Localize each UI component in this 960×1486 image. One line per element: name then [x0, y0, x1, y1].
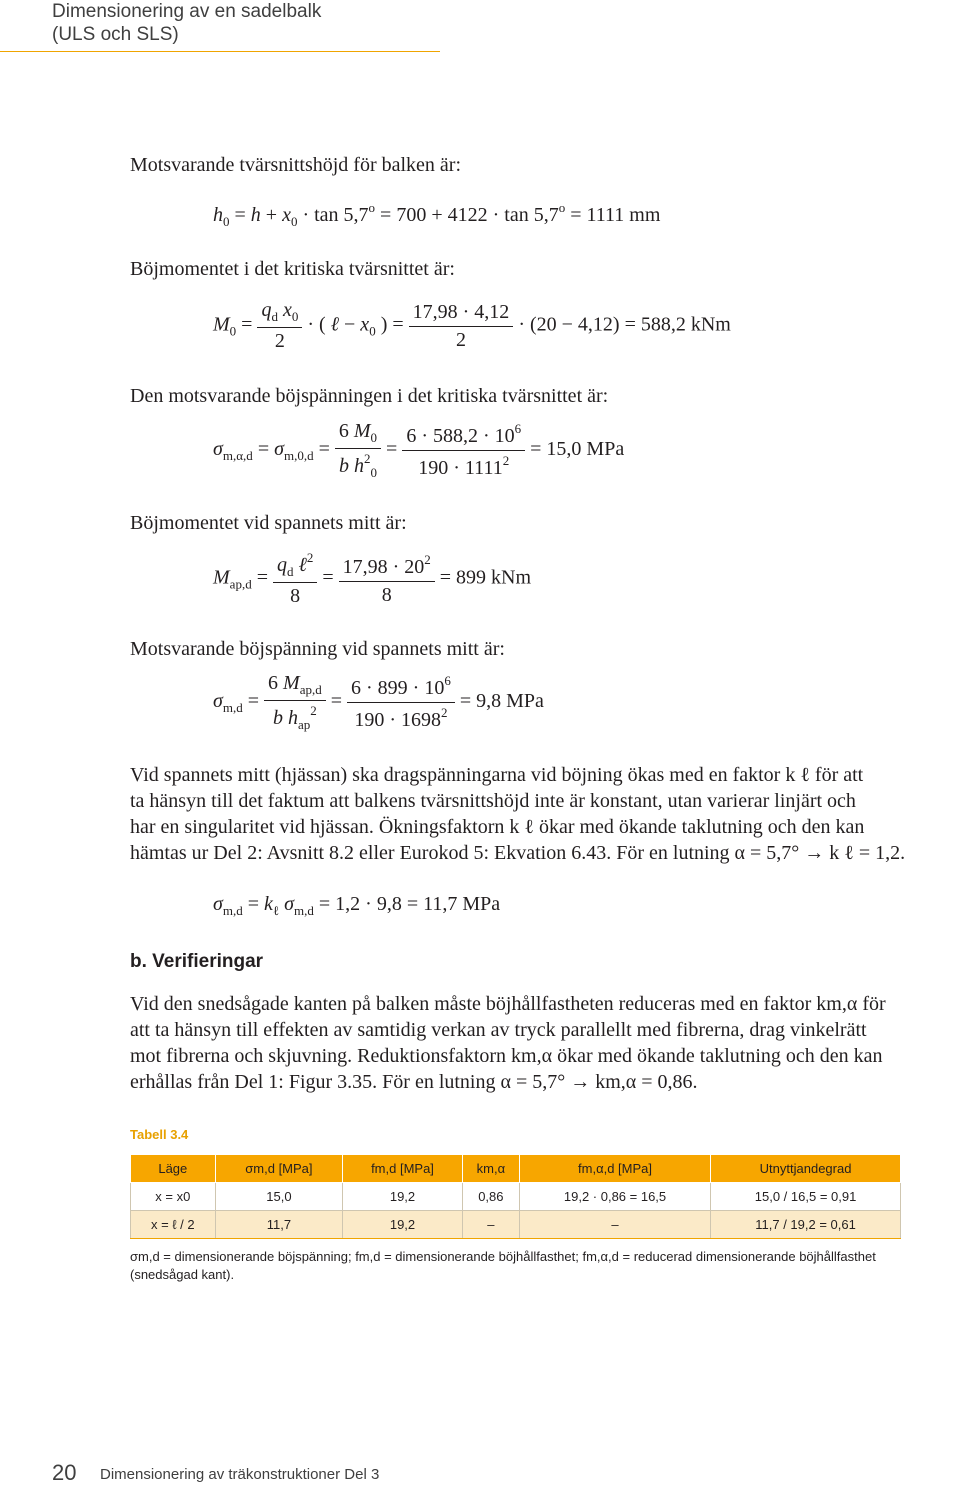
section-heading: b. Verifieringar	[130, 951, 264, 972]
para-moment-critical: Böjmomentet i det kritiska tvärsnittet är:	[130, 258, 455, 280]
equation-sigma-md-increased: $\sigma_{m,d} = k_\ell$ $\sigma_{m,d} = 1,2 \cdot 9,8 = 11,7$ MPa	[213, 893, 501, 918]
table-cell: 11,7	[215, 1211, 343, 1239]
header-line-2: (ULS och SLS)	[52, 24, 179, 45]
results-table	[130, 1154, 901, 1239]
table-header-cell: σm,d [MPa]	[215, 1155, 343, 1183]
equation-m0: $M_0$ = $\frac{q_d x_0}{2}$ · ( ℓ − $x_0$ ) = $\frac{17,98 \cdot 4,12}{2}$ · (20 − 4,12) = 588,2 kNm	[213, 299, 731, 352]
para-moment-mid: Böjmomentet vid spannets mitt är:	[130, 512, 407, 534]
para-k-m-alpha-line-3: mot fibrerna och skjuvning. Reduktionsfaktorn km,α ökar med ökande taklutning och den kan	[130, 1045, 883, 1067]
para-stress-mid: Motsvarande böjspänning vid spannets mitt är:	[130, 638, 505, 660]
equation-map: $M_{ap,d}$ = $\frac{q_d \ell^2}{8}$ = $\frac{17,98 \cdot 20^2}{8}$ = 899 kNm	[213, 550, 532, 607]
table-cell: x = ℓ / 2	[131, 1211, 216, 1239]
table-cell: 19,2	[343, 1183, 463, 1211]
equation-h0: $h_0 = h + x_0 \cdot \tan 5,7^o = 700 + 4122 \cdot \tan 5,7^o = 1111$ mm	[213, 200, 661, 229]
running-footer: Dimensionering av träkonstruktioner Del 3	[100, 1466, 380, 1483]
table-header-cell: km,α	[462, 1155, 519, 1183]
para-k-m-alpha	[130, 991, 960, 1095]
table-cell: 11,7 / 19,2 = 0,61	[711, 1211, 901, 1239]
table-cell: –	[462, 1211, 519, 1239]
para-k-ell-line-1: Vid spannets mitt (hjässan) ska dragspänningarna vid böjning ökas med en faktor k ℓ för att	[130, 764, 864, 786]
para-k-m-alpha-line-2: att ta hänsyn till effekten av samtidig verkan av tryck parallellt med fibrerna, drag vinkelrätt	[130, 1019, 867, 1041]
header-line-1: Dimensionering av en sadelbalk	[52, 1, 322, 22]
table-row	[131, 1211, 901, 1239]
equation-sigma-md: $\sigma_{m,d}$ = $\frac{6 M_{ap,d}}{b h_{ap}^2}$ = $\frac{6 \cdot 899 \cdot 10^6}{190 \cdot 1698^2}$ = 9,8 MPa	[213, 672, 544, 732]
page-number: 20	[52, 1460, 77, 1485]
table-row	[131, 1183, 901, 1211]
para-k-m-alpha-line-4: erhållas från Del 1: Figur 3.35. För en lutning α = 5,7° → km,α = 0,86.	[130, 1071, 698, 1093]
table-header-row	[131, 1155, 901, 1183]
table-cell: 0,86	[462, 1183, 519, 1211]
table-header-cell: fm,α,d [MPa]	[519, 1155, 710, 1183]
table-cell: –	[519, 1211, 710, 1239]
equation-sigma-m-alpha: $\sigma_{m,\alpha,d} = \sigma_{m,0,d}$ = $\frac{6 M_0}{b h^2_0}$ = $\frac{6 \cdot 588,2 \cdot 10^6}{190 \cdot 1111^2}$ = 15,0 MPa	[213, 420, 625, 480]
table-cell: 15,0 / 16,5 = 0,91	[711, 1183, 901, 1211]
para-k-m-alpha-line-1: Vid den snedsågade kanten på balken måste böjhållfastheten reduceras med en faktor km,α för	[130, 993, 886, 1015]
para-k-ell-line-2: ta hänsyn till det faktum att balkens tvärsnittshöjd inte är konstant, utan varierar linjärt och	[130, 790, 856, 812]
para-k-ell-line-3: har en singularitet vid hjässan. Ökningsfaktorn k ℓ ökar med ökande taklutning och den kan	[130, 816, 865, 838]
header-rule	[0, 51, 440, 52]
footnote-line-1: σm,d = dimensionerande böjspänning; fm,d = dimensionerande böjhållfasthet; fm,α,d = reducerad dimensionerande böjhållfasthet	[130, 1249, 876, 1264]
table-cell: 19,2 · 0,86 = 16,5	[519, 1183, 710, 1211]
table-cell: 15,0	[215, 1183, 343, 1211]
footnote-line-2: (snedsågad kant).	[130, 1267, 235, 1282]
table-caption: Tabell 3.4	[130, 1127, 189, 1142]
para-k-ell-line-4: hämtas ur Del 2: Avsnitt 8.2 eller Eurokod 5: Ekvation 6.43. För en lutning α = 5,7° → k ℓ = 1,2.	[130, 842, 906, 864]
table-cell: 19,2	[343, 1211, 463, 1239]
para-section-height: Motsvarande tvärsnittshöjd för balken är:	[130, 154, 462, 176]
table-header-cell: Utnyttjandegrad	[711, 1155, 901, 1183]
running-header	[52, 0, 321, 46]
para-stress-critical: Den motsvarande böjspänningen i det kritiska tvärsnittet är:	[130, 385, 609, 407]
table-header-cell: fm,d [MPa]	[343, 1155, 463, 1183]
table-footnote	[130, 1248, 900, 1284]
table-cell: x = x0	[131, 1183, 216, 1211]
table-header-cell: Läge	[131, 1155, 216, 1183]
para-k-ell	[130, 762, 960, 866]
